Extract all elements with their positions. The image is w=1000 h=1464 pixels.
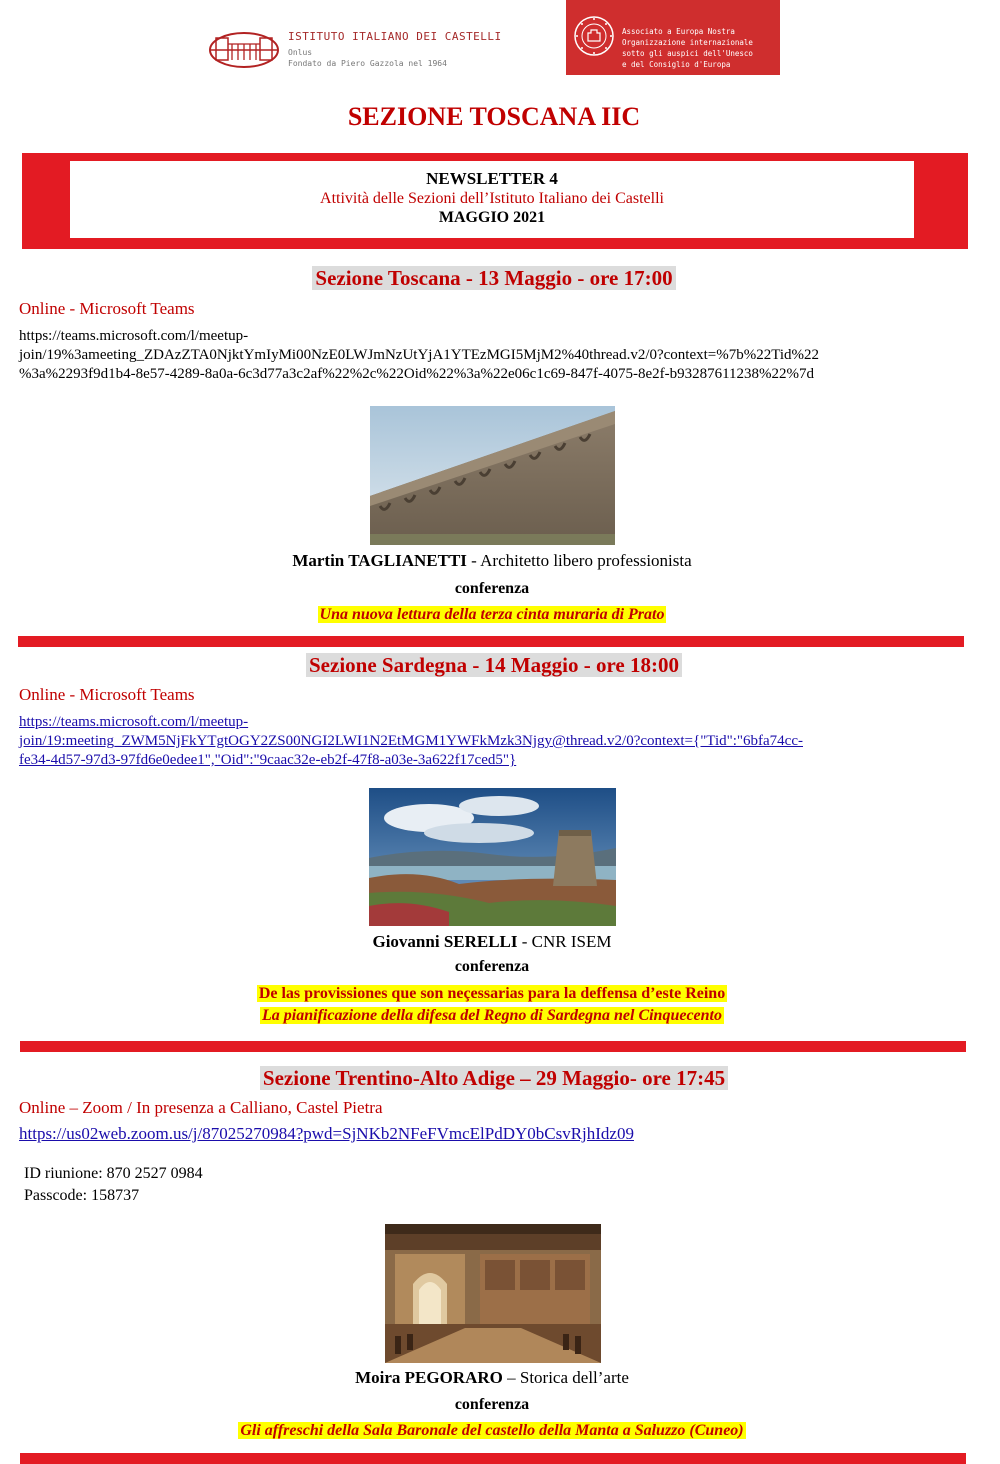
- europa-nostra-logo: [566, 0, 780, 75]
- section-divider: [20, 1041, 966, 1052]
- speaker-line: Moira PEGORARO – Storica dell’arte: [355, 1368, 629, 1387]
- sala-baronale-photo: [385, 1224, 601, 1363]
- section-divider: [18, 636, 964, 647]
- online-platform: Online – Zoom / In presenza a Calliano, Castel Pietra: [19, 1098, 383, 1117]
- meeting-url[interactable]: https://teams.microsoft.com/l/meetup- join/19:meeting_ZWM5NjFkYTgtOGY2ZS00NGI2LWI1N2EtMGM1YWFkMzk3Njgy@thread.v2/0?context={"Tid":"6bfa74cc- fe34-4d57-97d3-97fd6e0edee1","Oid":"9caac32e-eb2f-47f8-a03e-3a622f17ced5"}: [19, 714, 803, 768]
- newsletter-banner-inner: [70, 161, 914, 238]
- europa-nostra-text: Associato a Europa Nostra Organizzazione internazionale sotto gli auspici dell'Unesco e del Consiglio d'Europa: [622, 27, 753, 69]
- meeting-url[interactable]: https://us02web.zoom.us/j/87025270984?pwd=SjNKb2NFeFVmcElPdDY0bCsvRjhIdz09: [19, 1124, 634, 1143]
- institute-logo: [208, 24, 538, 76]
- institute-founded: Fondato da Piero Gazzola nel 1964: [288, 59, 447, 68]
- meeting-passcode: Passcode: 158737: [24, 1187, 140, 1204]
- speaker-line: Giovanni SERELLI - CNR ISEM: [372, 932, 612, 951]
- europa-nostra-seal-icon: [572, 14, 616, 58]
- section-divider: [20, 1453, 966, 1464]
- sardinia-tower-photo: [369, 788, 616, 926]
- newsletter-number: NEWSLETTER 4: [426, 169, 558, 188]
- section-title-trentino: Sezione Trentino-Alto Adige – 29 Maggio- ore 17:45: [0, 1066, 988, 1091]
- event-type: conferenza: [454, 1396, 530, 1413]
- online-platform: Online - Microsoft Teams: [19, 685, 195, 704]
- newsletter-banner: [22, 153, 968, 249]
- online-platform: Online - Microsoft Teams: [19, 299, 195, 318]
- meeting-info: [24, 1163, 203, 1207]
- institute-onlus: Onlus: [288, 48, 313, 57]
- event-type: conferenza: [454, 580, 530, 597]
- talk-title: Una nuova lettura della terza cinta muraria di Prato: [319, 606, 665, 623]
- section-title-sardegna: Sezione Sardegna - 14 Maggio - ore 18:00: [0, 653, 988, 678]
- event-type: conferenza: [454, 958, 530, 975]
- speaker-line: Martin TAGLIANETTI - Architetto libero professionista: [292, 551, 692, 570]
- section-title-toscana: Sezione Toscana - 13 Maggio - ore 17:00: [0, 266, 988, 291]
- institute-name: ISTITUTO ITALIANO DEI CASTELLI: [288, 30, 502, 43]
- newsletter-subtitle: Attività delle Sezioni dell’Istituto Italiano dei Castelli: [320, 190, 664, 207]
- talk-title-original: De las provissiones que son neçessarias para la deffensa d’este Reino: [258, 985, 726, 1002]
- meeting-id: ID riunione: 870 2527 0984: [24, 1165, 203, 1182]
- castle-emblem-icon: [208, 30, 280, 70]
- talk-title: Gli affreschi della Sala Baronale del castello della Manta a Saluzzo (Cuneo): [240, 1422, 744, 1439]
- meeting-url[interactable]: https://teams.microsoft.com/l/meetup- join/19%3ameeting_ZDAzZTA0NjktYmIyMi00NzE0LWJmNzUtYjA1YTEzMGI5MjM2%40thread.v2/0?context=%7b%22Tid%22 %3a%2293f9d1b4-8e57-4289-8a0a-6c3d77a3c2af%22%2c%22Oid%22%3a%22e06c1c69-847f-4075-8e2f-b93287611238%22%7d: [19, 328, 820, 382]
- page-title: SEZIONE TOSCANA IIC: [347, 102, 641, 131]
- talk-title: La pianificazione della difesa del Regno di Sardegna nel Cinquecento: [262, 1007, 722, 1024]
- prato-walls-photo: [370, 406, 615, 545]
- newsletter-date: MAGGIO 2021: [438, 209, 546, 226]
